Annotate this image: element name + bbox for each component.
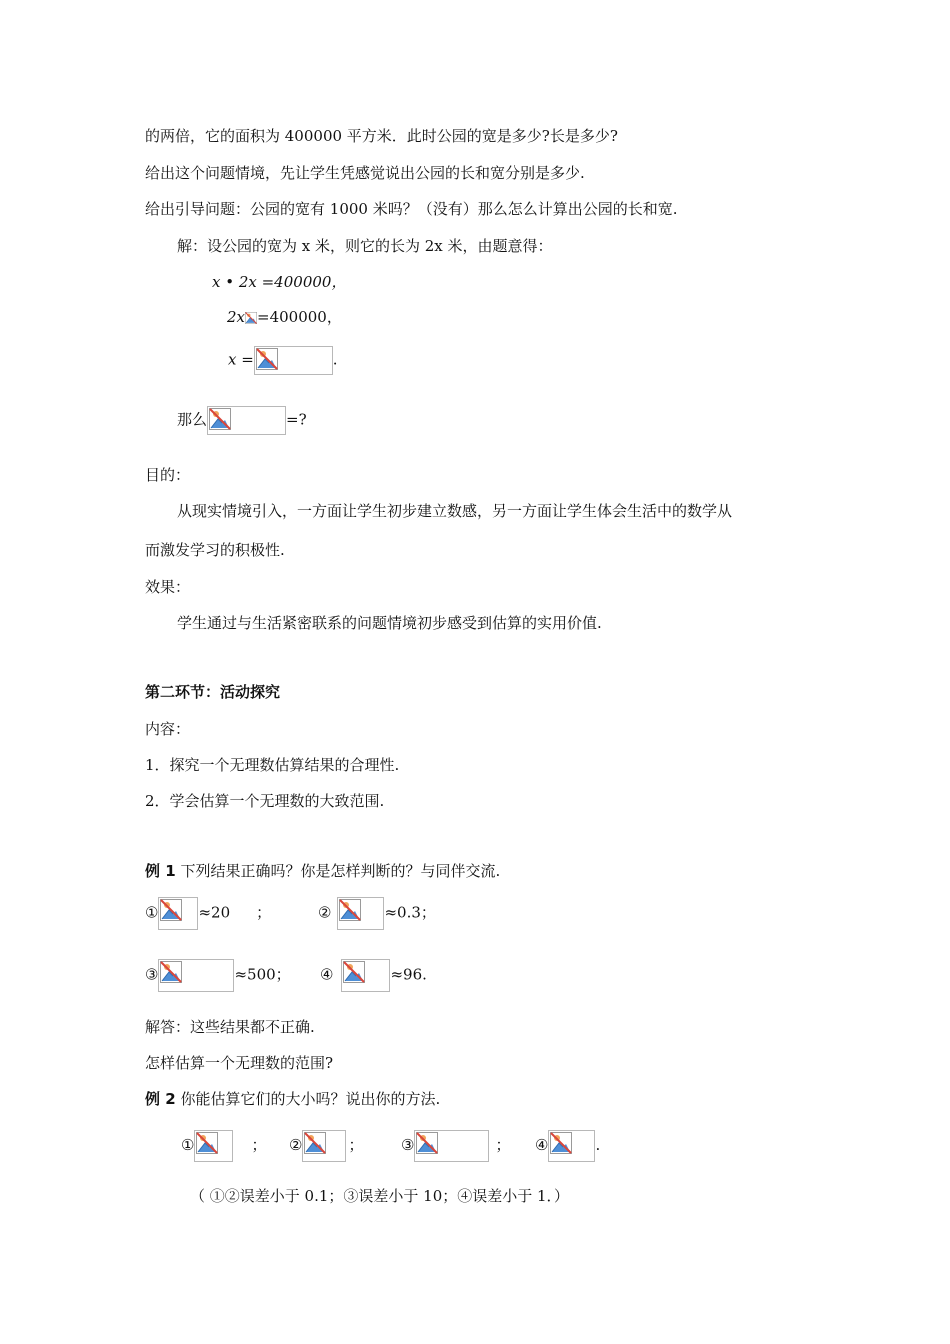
broken-image-icon [304, 1132, 326, 1154]
separator: ； [251, 1136, 267, 1154]
intro-line-1: 的两倍，它的面积为 400000 平方米．此时公园的宽是多少?长是多少? [145, 127, 618, 145]
broken-image-icon [343, 961, 365, 983]
equation-1: x • 2x =400000， [212, 273, 347, 291]
separator: ； [348, 1136, 364, 1154]
broken-image-icon [416, 1132, 438, 1154]
item-number: ④ [320, 965, 334, 984]
section-2-title: 第二环节：活动探究 [145, 683, 281, 701]
approx-value: ≈96. [390, 965, 427, 984]
equation-3-end: . [332, 350, 338, 369]
item-number: ③ [145, 965, 159, 984]
sqrt-image [302, 1130, 346, 1162]
separator: ； [495, 1136, 511, 1154]
item-number: ② [318, 903, 332, 922]
content-label: 内容： [145, 720, 191, 738]
sqrt-image [548, 1130, 595, 1162]
length-formula-image [207, 406, 286, 435]
example-2-item-a [181, 1130, 266, 1162]
equation-2-rhs: =400000， [257, 308, 342, 326]
example-2-label: 例 2 [145, 1090, 176, 1108]
example-1-item-d [320, 959, 427, 992]
example-2-item-d [535, 1130, 600, 1162]
example-1-text: 下列结果正确吗？你是怎样判断的？与同伴交流. [175, 862, 501, 880]
content-item-2: 2．学会估算一个无理数的大致范围. [145, 792, 385, 810]
then-label: 那么 [177, 410, 208, 429]
intro-line-2: 给出这个问题情境，先让学生凭感觉说出公园的长和宽分别是多少. [145, 164, 585, 182]
effect-label: 效果： [145, 578, 191, 596]
equation-3-lhs: x = [228, 350, 254, 369]
approx-value: ≈500； [234, 965, 291, 984]
broken-image-icon [196, 1132, 218, 1154]
example-1-item-c [145, 959, 291, 992]
purpose-text-b: 而激发学习的积极性. [145, 541, 285, 559]
example-1-label: 例 1 [145, 862, 176, 880]
broken-image-icon [160, 961, 182, 983]
example-2-item-c [401, 1130, 510, 1162]
content-item-1: 1．探究一个无理数估算结果的合理性. [145, 756, 400, 774]
example-2-item-b [289, 1130, 363, 1162]
sqrt-image [414, 1130, 489, 1162]
sqrt-image [194, 1130, 233, 1162]
purpose-label: 目的： [145, 466, 191, 484]
equation-2 [227, 307, 342, 327]
error-tolerance-note: （ ①②误差小于 0.1；③误差小于 10；④误差小于 1．） [190, 1187, 570, 1205]
solution-line: 解：设公园的宽为 x 米，则它的长为 2x 米，由题意得： [177, 237, 553, 255]
item-number: ② [289, 1136, 303, 1154]
broken-image-icon [339, 899, 361, 921]
item-number: ① [181, 1136, 195, 1154]
equation-2-lhs: 2x [227, 308, 246, 326]
then-line [177, 406, 307, 435]
broken-image-icon [209, 408, 231, 430]
item-number: ④ [535, 1136, 549, 1154]
broken-image-icon [550, 1132, 572, 1154]
intro-line-3: 给出引导问题：公园的宽有 1000 米吗？（没有）那么怎么计算出公园的长和宽. [145, 200, 678, 218]
sqrt-image [341, 959, 390, 992]
exponent-image-icon [245, 309, 257, 327]
example-2-heading [145, 1089, 440, 1109]
equation-3 [228, 346, 338, 375]
sqrt-formula-image [254, 346, 333, 375]
broken-image-icon [256, 348, 278, 370]
separator: ； [256, 903, 272, 922]
estimation-question: 怎样估算一个无理数的范围? [145, 1054, 334, 1072]
example-1-item-a [145, 897, 271, 930]
item-number: ① [145, 903, 159, 922]
example-1-item-b [318, 897, 436, 930]
sqrt-image [158, 959, 234, 992]
approx-value: ≈0.3； [384, 903, 436, 922]
example-2-text: 你能估算它们的大小吗？说出你的方法. [175, 1090, 441, 1108]
purpose-text-a: 从现实情境引入，一方面让学生初步建立数感，另一方面让学生体会生活中的数学从 [177, 502, 733, 520]
item-number: ③ [401, 1136, 415, 1154]
example-1-answer: 解答：这些结果都不正确. [145, 1018, 315, 1036]
effect-text: 学生通过与生活紧密联系的问题情境初步感受到估算的实用价值. [177, 614, 602, 632]
sqrt-image [337, 897, 384, 930]
end-period: . [595, 1136, 601, 1154]
sqrt-image [158, 897, 198, 930]
broken-image-icon [160, 899, 182, 921]
then-question: =? [286, 410, 307, 429]
example-1-heading [145, 861, 500, 881]
approx-value: ≈20 [198, 903, 231, 922]
